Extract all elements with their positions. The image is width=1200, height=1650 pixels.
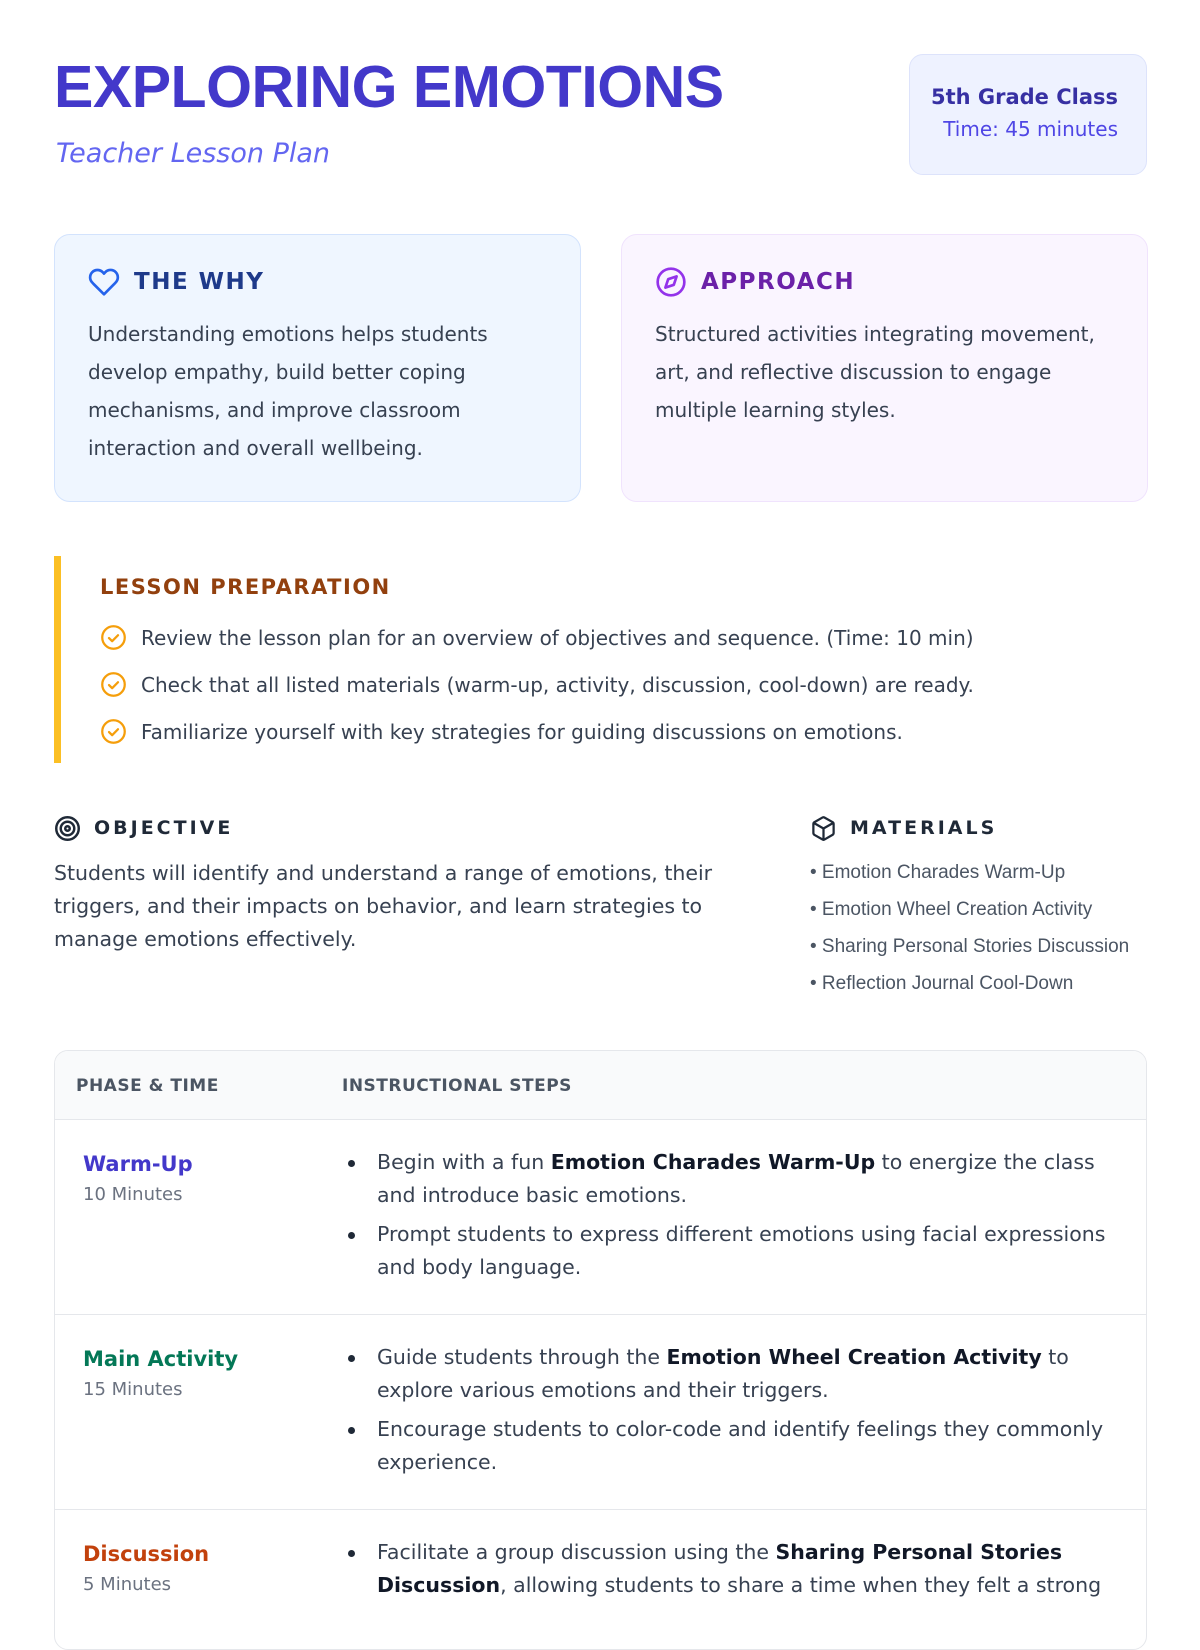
lesson-preparation xyxy=(54,556,1147,763)
column-header-phase: PHASE & TIME xyxy=(76,1076,219,1096)
time-label: Time: 45 minutes xyxy=(943,117,1118,141)
phase-duration: 10 Minutes xyxy=(83,1184,183,1205)
lesson-steps-table xyxy=(54,1050,1147,1650)
approach-label: APPROACH xyxy=(701,269,856,295)
page-subtitle: Teacher Lesson Plan xyxy=(56,138,331,169)
preparation-title: LESSON PREPARATION xyxy=(100,575,391,599)
table-row xyxy=(55,1315,1146,1510)
objective-label: OBJECTIVE xyxy=(94,817,234,839)
why-card xyxy=(54,234,581,502)
list-item: • Emotion Wheel Creation Activity xyxy=(810,899,1093,920)
compass-icon xyxy=(655,266,687,298)
list-item: Encourage students to color-code and identify feelings they commonly experience. xyxy=(342,1413,1127,1479)
objective-section xyxy=(54,812,754,956)
why-label: THE WHY xyxy=(134,269,265,295)
preparation-item-text: Review the lesson plan for an overview of objectives and sequence. (Time: 10 min) xyxy=(141,625,974,650)
preparation-item-text: Check that all listed materials (warm-up, activity, discussion, cool-down) are ready. xyxy=(141,672,974,697)
preparation-list xyxy=(100,614,1147,755)
step-list xyxy=(342,1341,1127,1485)
class-info-card xyxy=(909,54,1147,175)
approach-text: Structured activities integrating movement, art, and reflective discussion to engage multiple learning styles. xyxy=(655,322,1095,422)
list-item: • Emotion Charades Warm-Up xyxy=(810,862,1066,883)
check-circle-icon xyxy=(100,671,127,698)
list-item: Facilitate a group discussion using the Sharing Personal Stories Discussion, allowing students to share a time when they felt a strong xyxy=(342,1536,1127,1602)
phase-duration: 15 Minutes xyxy=(83,1379,183,1400)
check-circle-icon xyxy=(100,624,127,651)
preparation-item-text: Familiarize yourself with key strategies for guiding discussions on emotions. xyxy=(141,719,903,744)
step-list xyxy=(342,1146,1127,1290)
objective-text: Students will identify and understand a range of emotions, their triggers, and their impacts on behavior, and learn strategies to manage emotions effectively. xyxy=(54,861,713,951)
materials-section xyxy=(810,812,1147,1002)
phase-name: Discussion xyxy=(83,1542,210,1566)
table-header xyxy=(55,1051,1146,1120)
list-item xyxy=(100,614,1147,661)
grade-label: 5th Grade Class xyxy=(930,85,1118,109)
materials-label: MATERIALS xyxy=(850,817,998,839)
phase-name: Warm-Up xyxy=(83,1152,193,1176)
list-item: • Reflection Journal Cool-Down xyxy=(810,973,1074,994)
cube-icon xyxy=(810,815,837,842)
list-item xyxy=(100,708,1147,755)
step-list xyxy=(342,1536,1127,1608)
table-row xyxy=(55,1120,1146,1315)
approach-card xyxy=(621,234,1148,502)
list-item: Guide students through the Emotion Wheel Creation Activity to explore various emotions and their triggers. xyxy=(342,1341,1127,1407)
materials-list xyxy=(810,854,1147,1002)
heart-icon xyxy=(88,266,120,298)
list-item: Prompt students to express different emotions using facial expressions and body language. xyxy=(342,1218,1127,1284)
list-item xyxy=(100,661,1147,708)
list-item: • Sharing Personal Stories Discussion xyxy=(810,936,1130,957)
check-circle-icon xyxy=(100,718,127,745)
phase-duration: 5 Minutes xyxy=(83,1574,172,1595)
target-icon xyxy=(54,815,81,842)
phase-name: Main Activity xyxy=(83,1347,239,1371)
why-text: Understanding emotions helps students develop empathy, build better coping mechanisms, and improve classroom interaction and overall wellbeing. xyxy=(88,322,488,460)
column-header-steps: INSTRUCTIONAL STEPS xyxy=(342,1076,572,1096)
table-row xyxy=(55,1510,1146,1650)
list-item: Begin with a fun Emotion Charades Warm-Up to energize the class and introduce basic emotions. xyxy=(342,1146,1127,1212)
page-title: EXPLORING EMOTIONS xyxy=(54,54,724,120)
